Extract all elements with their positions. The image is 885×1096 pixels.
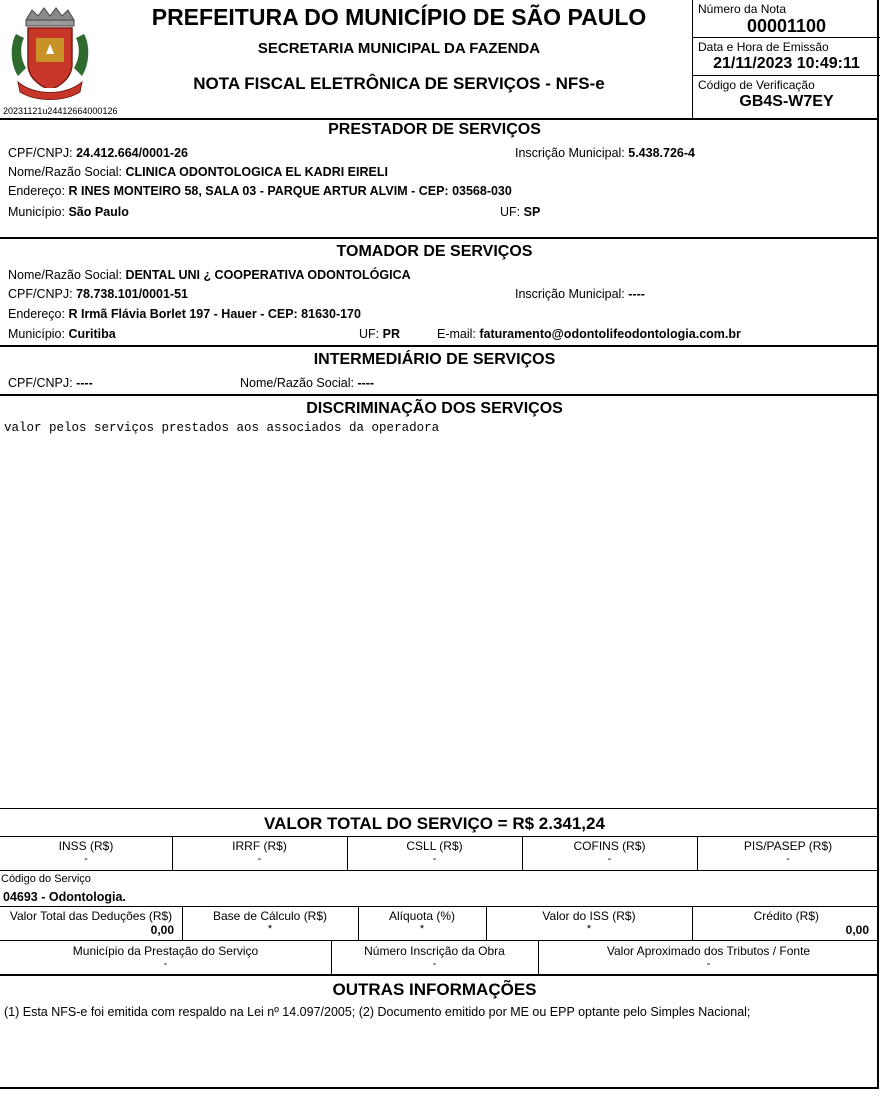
- valor-total: VALOR TOTAL DO SERVIÇO = R$ 2.341,24: [264, 814, 605, 833]
- inscricao-obra-cell: Número Inscrição da Obra -: [331, 944, 538, 970]
- numero-label: Número da Nota: [698, 2, 787, 16]
- prestador-title: PRESTADOR DE SERVIÇOS: [328, 121, 541, 138]
- prestador-im-value: 5.438.726-4: [628, 146, 695, 160]
- tomador-cnpj: CPF/CNPJ: 78.738.101/0001-51: [8, 287, 188, 301]
- note-info-box: [692, 0, 880, 118]
- prestador-cnpj-value: 24.412.664/0001-26: [76, 146, 188, 160]
- inss-cell: INSS (R$) -: [0, 839, 172, 865]
- tomador-endereco-value: R Irmã Flávia Borlet 197 - Hauer - CEP: 81630-170: [68, 307, 361, 321]
- verificacao-value: GB4S-W7EY: [739, 93, 834, 110]
- document-type-title: NOTA FISCAL ELETRÔNICA DE SERVIÇOS - NFS-e: [193, 74, 605, 93]
- outras-informacoes-title: OUTRAS INFORMAÇÕES: [332, 980, 537, 999]
- tomador-uf-value: PR: [382, 327, 400, 341]
- prestador-municipio: Município: São Paulo: [8, 205, 129, 219]
- tomador-cnpj-value: 78.738.101/0001-51: [76, 287, 188, 301]
- tomador-endereco: Endereço: R Irmã Flávia Borlet 197 - Hauer - CEP: 81630-170: [8, 307, 361, 321]
- tomador-im-value: ----: [628, 287, 645, 301]
- divider: [0, 808, 879, 809]
- cofins-value: -: [607, 853, 612, 865]
- tomador-title: TOMADOR DE SERVIÇOS: [336, 243, 533, 260]
- crest-code: 20231121u24412664000126: [3, 106, 118, 116]
- irrf-value: -: [257, 853, 262, 865]
- tomador-municipio: Município: Curitiba: [8, 327, 116, 341]
- prestador-municipio-value: São Paulo: [68, 205, 129, 219]
- outras-informacoes-text: (1) Esta NFS-e foi emitida com respaldo na Lei nº 14.097/2005; (2) Documento emitido por ME ou EPP optante pelo Simples Nacional;: [4, 1005, 751, 1019]
- tributos-aprox-cell: Valor Aproximado dos Tributos / Fonte -: [538, 944, 879, 970]
- header: [0, 0, 877, 120]
- codigo-servico-label: Código do Serviço: [1, 873, 91, 885]
- valor-iss-cell: Valor do ISS (R$) *: [486, 909, 692, 935]
- tomador-email: E-mail: faturamento@odontolifeodontologia.com.br: [437, 327, 741, 341]
- prestador-endereco-value: R INES MONTEIRO 58, SALA 03 - PARQUE ARTUR ALVIM - CEP: 03568-030: [68, 184, 512, 198]
- coat-of-arms-icon: [8, 4, 92, 104]
- deducoes-value: 0,00: [150, 923, 174, 937]
- prestador-nome: Nome/Razão Social: CLINICA ODONTOLOGICA EL KADRI EIRELI: [8, 165, 388, 179]
- divider: [0, 237, 879, 239]
- inscricao-obra-value: -: [432, 958, 437, 970]
- intermediario-cnpj: CPF/CNPJ: ----: [8, 376, 93, 390]
- irrf-cell: IRRF (R$) -: [172, 839, 347, 865]
- divider: [0, 345, 879, 347]
- emissao-label: Data e Hora de Emissão: [698, 40, 829, 54]
- base-calculo-cell: Base de Cálculo (R$) *: [182, 909, 358, 935]
- prestador-endereco: Endereço: R INES MONTEIRO 58, SALA 03 - PARQUE ARTUR ALVIM - CEP: 03568-030: [8, 184, 512, 198]
- tomador-municipio-value: Curitiba: [68, 327, 116, 341]
- intermediario-nome: Nome/Razão Social: ----: [240, 376, 375, 390]
- intermediario-title: INTERMEDIÁRIO DE SERVIÇOS: [313, 351, 556, 368]
- tomador-nome: Nome/Razão Social: DENTAL UNI ¿ COOPERATIVA ODONTOLÓGICA: [8, 268, 411, 282]
- municipio-prestacao-cell: Município da Prestação do Serviço -: [0, 944, 331, 970]
- tomador-nome-value: DENTAL UNI ¿ COOPERATIVA ODONTOLÓGICA: [125, 268, 411, 282]
- prestador-uf-value: SP: [523, 205, 541, 219]
- prefeitura-title: PREFEITURA DO MUNICÍPIO DE SÃO PAULO: [151, 4, 647, 30]
- divider: [0, 906, 879, 907]
- credito-cell: Crédito (R$) 0,00: [692, 909, 879, 937]
- intermediario-cnpj-value: ----: [76, 376, 93, 390]
- tributos-aprox-value: -: [706, 958, 711, 970]
- tomador-im: Inscrição Municipal: ----: [515, 287, 645, 301]
- emissao-value: 21/11/2023 10:49:11: [713, 55, 860, 72]
- secretaria-title: SECRETARIA MUNICIPAL DA FAZENDA: [257, 40, 541, 57]
- verificacao-label: Código de Verificação: [698, 78, 815, 92]
- inss-value: -: [84, 853, 88, 865]
- discriminacao-title: DISCRIMINAÇÃO DOS SERVIÇOS: [306, 400, 563, 417]
- cofins-cell: COFINS (R$) -: [522, 839, 697, 865]
- aliquota-cell: Alíquota (%) *: [358, 909, 486, 935]
- divider: [0, 870, 879, 871]
- prestador-nome-value: CLINICA ODONTOLOGICA EL KADRI EIRELI: [125, 165, 388, 179]
- prestador-cnpj: CPF/CNPJ: 24.412.664/0001-26: [8, 146, 188, 160]
- credito-value: 0,00: [845, 923, 869, 937]
- prestador-uf: UF: SP: [500, 205, 541, 219]
- pis-pasep-value: -: [786, 853, 790, 865]
- aliquota-value: *: [419, 923, 425, 935]
- csll-value: -: [432, 853, 437, 865]
- numero-value: 00001100: [746, 16, 827, 36]
- base-calculo-value: *: [267, 923, 273, 935]
- tomador-email-value: faturamento@odontolifeodontologia.com.br: [479, 327, 741, 341]
- codigo-servico-value: 04693 - Odontologia.: [3, 890, 126, 904]
- pis-pasep-cell: PIS/PASEP (R$) -: [697, 839, 879, 865]
- divider: [0, 394, 879, 396]
- discriminacao-text: valor pelos serviços prestados aos associados da operadora: [4, 421, 440, 435]
- deducoes-cell: Valor Total das Deduções (R$) 0,00: [0, 909, 182, 937]
- divider: [0, 836, 879, 837]
- tomador-uf: UF: PR: [359, 327, 400, 341]
- municipio-prestacao-value: -: [163, 958, 168, 970]
- intermediario-nome-value: ----: [357, 376, 375, 390]
- valor-iss-value: *: [586, 923, 592, 935]
- divider: [0, 974, 879, 976]
- prestador-im: Inscrição Municipal: 5.438.726-4: [515, 146, 695, 160]
- divider: [0, 940, 879, 941]
- csll-cell: CSLL (R$) -: [347, 839, 522, 865]
